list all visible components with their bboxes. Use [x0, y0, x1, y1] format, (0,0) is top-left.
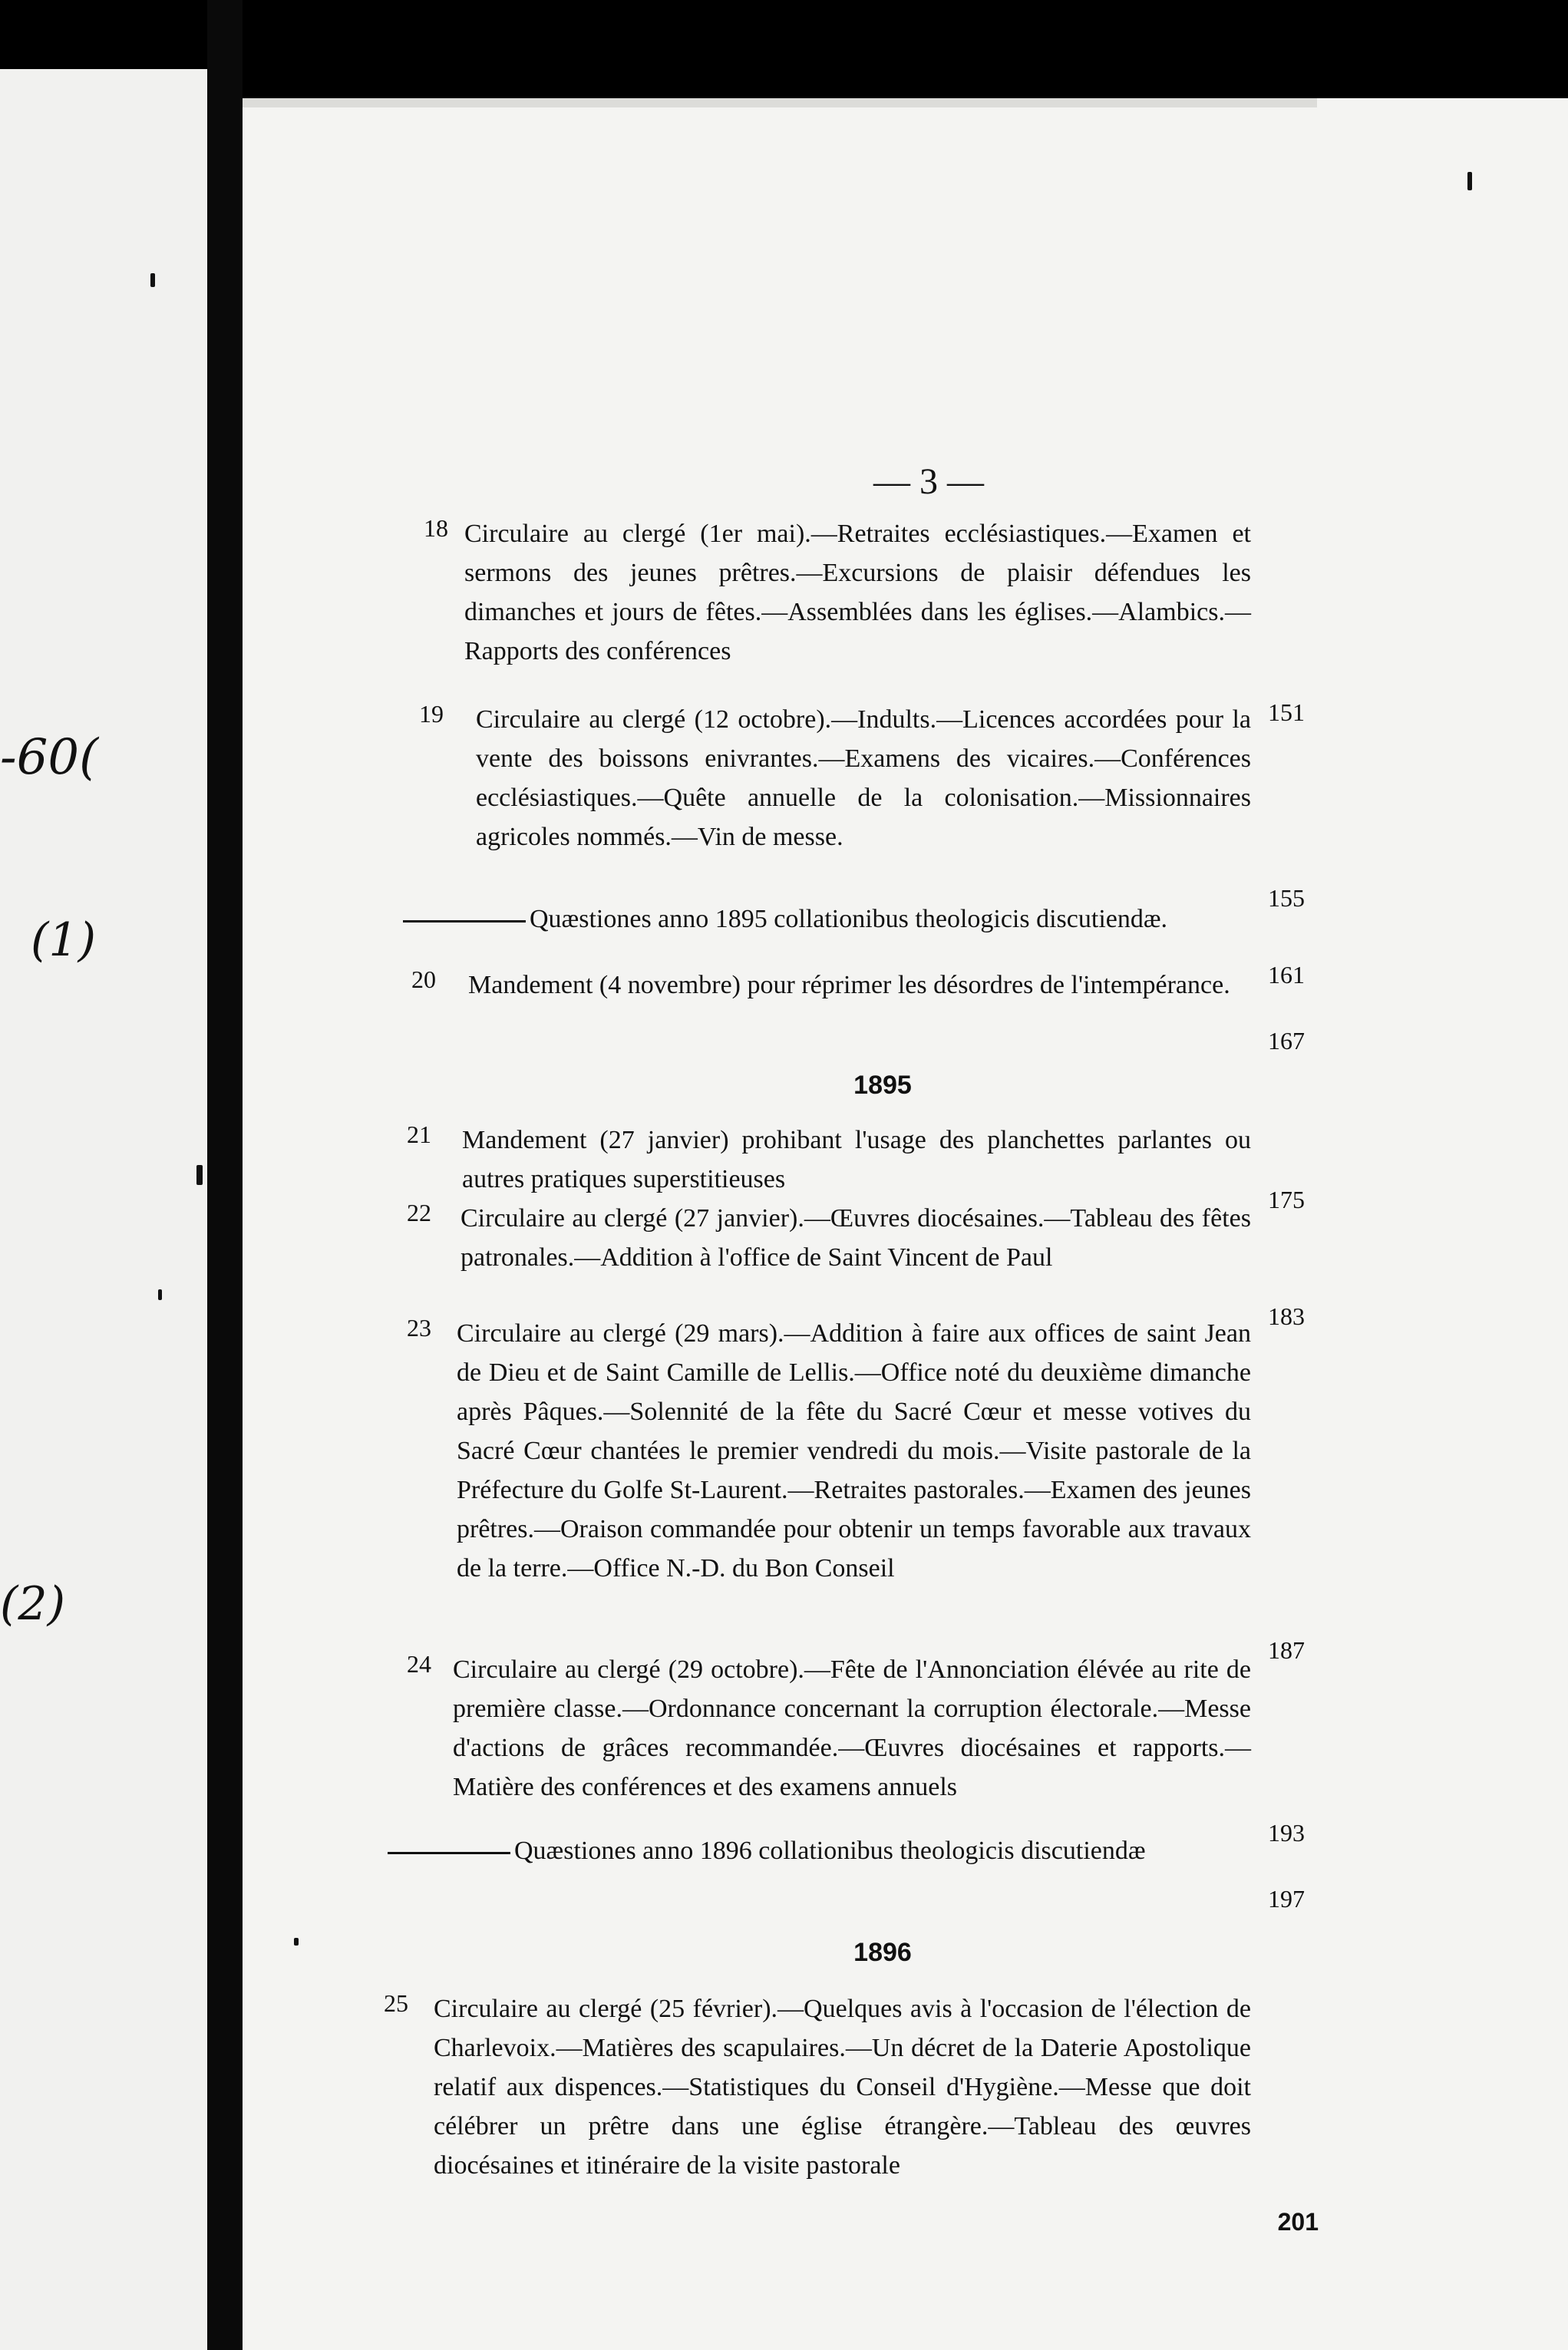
list-item [407, 700, 1305, 912]
entry-text [462, 1121, 1305, 1199]
list-item [407, 965, 1305, 1055]
entry-text [434, 1989, 1305, 2185]
entry-title: Quæstiones anno 1895 collationibus theologicis discutiendæ. [530, 905, 1168, 933]
margin-note: (2) [0, 1577, 65, 1631]
dash-rule [403, 920, 526, 923]
entry-number: 19 [419, 700, 444, 728]
entry-page-number: 155 [1268, 884, 1305, 912]
entry-title: Circulaire au clergé (12 octobre).—Indults.—Licences accordées pour la vente des boissons enivrantes.—Examens des vicaires.—Conférences ecclésiastiques.—Quête annuelle de la colonisation.—Missionnaires agricoles nommés.—Vin de messe. [476, 705, 1251, 851]
entry-number: 22 [407, 1199, 431, 1226]
entry-title: Circulaire au clergé (25 février).—Quelques avis à l'occasion de l'élection de Charlevoix.—Matières des scapulaires.—Un décret de la Daterie Apostolique relatif aux dispences.—Statistiques du Conseil d'Hygiène.—Messe que doit célébrer un prêtre dans une église étrangère.—Tableau des œuvres diocésaines et itinéraire de la visite pastorale [434, 1995, 1251, 2180]
entry-number: 25 [384, 1989, 408, 2017]
list-item [407, 1831, 1305, 1913]
entry-title: Circulaire au clergé (29 octobre).—Fête de l'Annonciation élévée au rite de première classe.—Ordonnance concernant la corruption électorale.—Messe d'actions de grâces recommandée.—Œuvres diocésaines et rapports.—Matière des conférences et des examens annuels [453, 1655, 1251, 1801]
entry-page-number: 201 [1277, 2208, 1319, 2236]
entry-title: Circulaire au clergé (27 janvier).—Œuvres diocésaines.—Tableau des fêtes patronales.—Addition à l'office de Saint Vincent de Paul [460, 1204, 1251, 1272]
entry-number: 21 [407, 1121, 431, 1148]
entry-text [476, 700, 1305, 856]
entry-page-number: 161 [1268, 961, 1305, 989]
entry-page-number: 183 [1268, 1302, 1305, 1330]
entry-text [457, 1314, 1305, 1588]
entry-number: 23 [407, 1314, 431, 1342]
entry-text [514, 1831, 1305, 1870]
entry-title: Circulaire au clergé (29 mars).—Addition à faire aux offices de saint Jean de Dieu et de Saint Camille de Lellis.—Office noté du deuxième dimanche après Pâques.—Solennité de la fête du Sacré Cœur et messe votives du Sacré Cœur chantées le premier vendredi du mois.—Visite pastorale de la Préfecture du Golfe St-Laurent.—Retraites pastorales.—Examen des jeunes prêtres.—Oraison commandée pour obtenir un temps favorable aux travaux de la terre.—Office N.-D. du Bon Conseil [457, 1319, 1251, 1583]
entry-page-number: 197 [1268, 1885, 1305, 1913]
entry-text [530, 899, 1305, 939]
list-item [407, 1650, 1305, 1847]
entry-page-number: 151 [1268, 698, 1305, 726]
entry-text [468, 965, 1305, 1005]
entry-page-number: 193 [1268, 1819, 1305, 1847]
entry-text [464, 514, 1305, 671]
entry-number: 24 [407, 1650, 431, 1678]
year-heading: 1896 [853, 1938, 912, 1967]
entry-number: 18 [424, 514, 448, 542]
entry-title: Quæstiones anno 1896 collationibus theologicis discutiendæ [514, 1837, 1146, 1865]
entry-page-number: 175 [1268, 1186, 1305, 1213]
entry-title: Mandement (4 novembre) pour réprimer les désordres de l'intempérance. [468, 971, 1230, 999]
page-number: — 3 — [873, 461, 984, 502]
year-heading: 1895 [853, 1071, 912, 1100]
entry-title: Circulaire au clergé (1er mai).—Retraites ecclésiastiques.—Examen et sermons des jeunes prêtres.—Excursions de plaisir défendues les dimanches et jours de fêtes.—Assemblées dans les églises.—Alambics.—Rapports des conférences [464, 520, 1251, 665]
margin-note: -60( [0, 729, 99, 786]
entry-number: 20 [411, 965, 436, 993]
list-item [384, 1989, 1319, 2236]
entry-text [460, 1199, 1305, 1277]
dash-rule [388, 1852, 510, 1854]
entry-text [453, 1650, 1305, 1807]
entry-page-number: 187 [1268, 1636, 1305, 1664]
margin-note: (1) [31, 913, 96, 967]
entry-page-number: 167 [1268, 1027, 1305, 1055]
entry-title: Mandement (27 janvier) prohibant l'usage des planchettes parlantes ou autres pratiques superstitieuses [462, 1126, 1251, 1193]
